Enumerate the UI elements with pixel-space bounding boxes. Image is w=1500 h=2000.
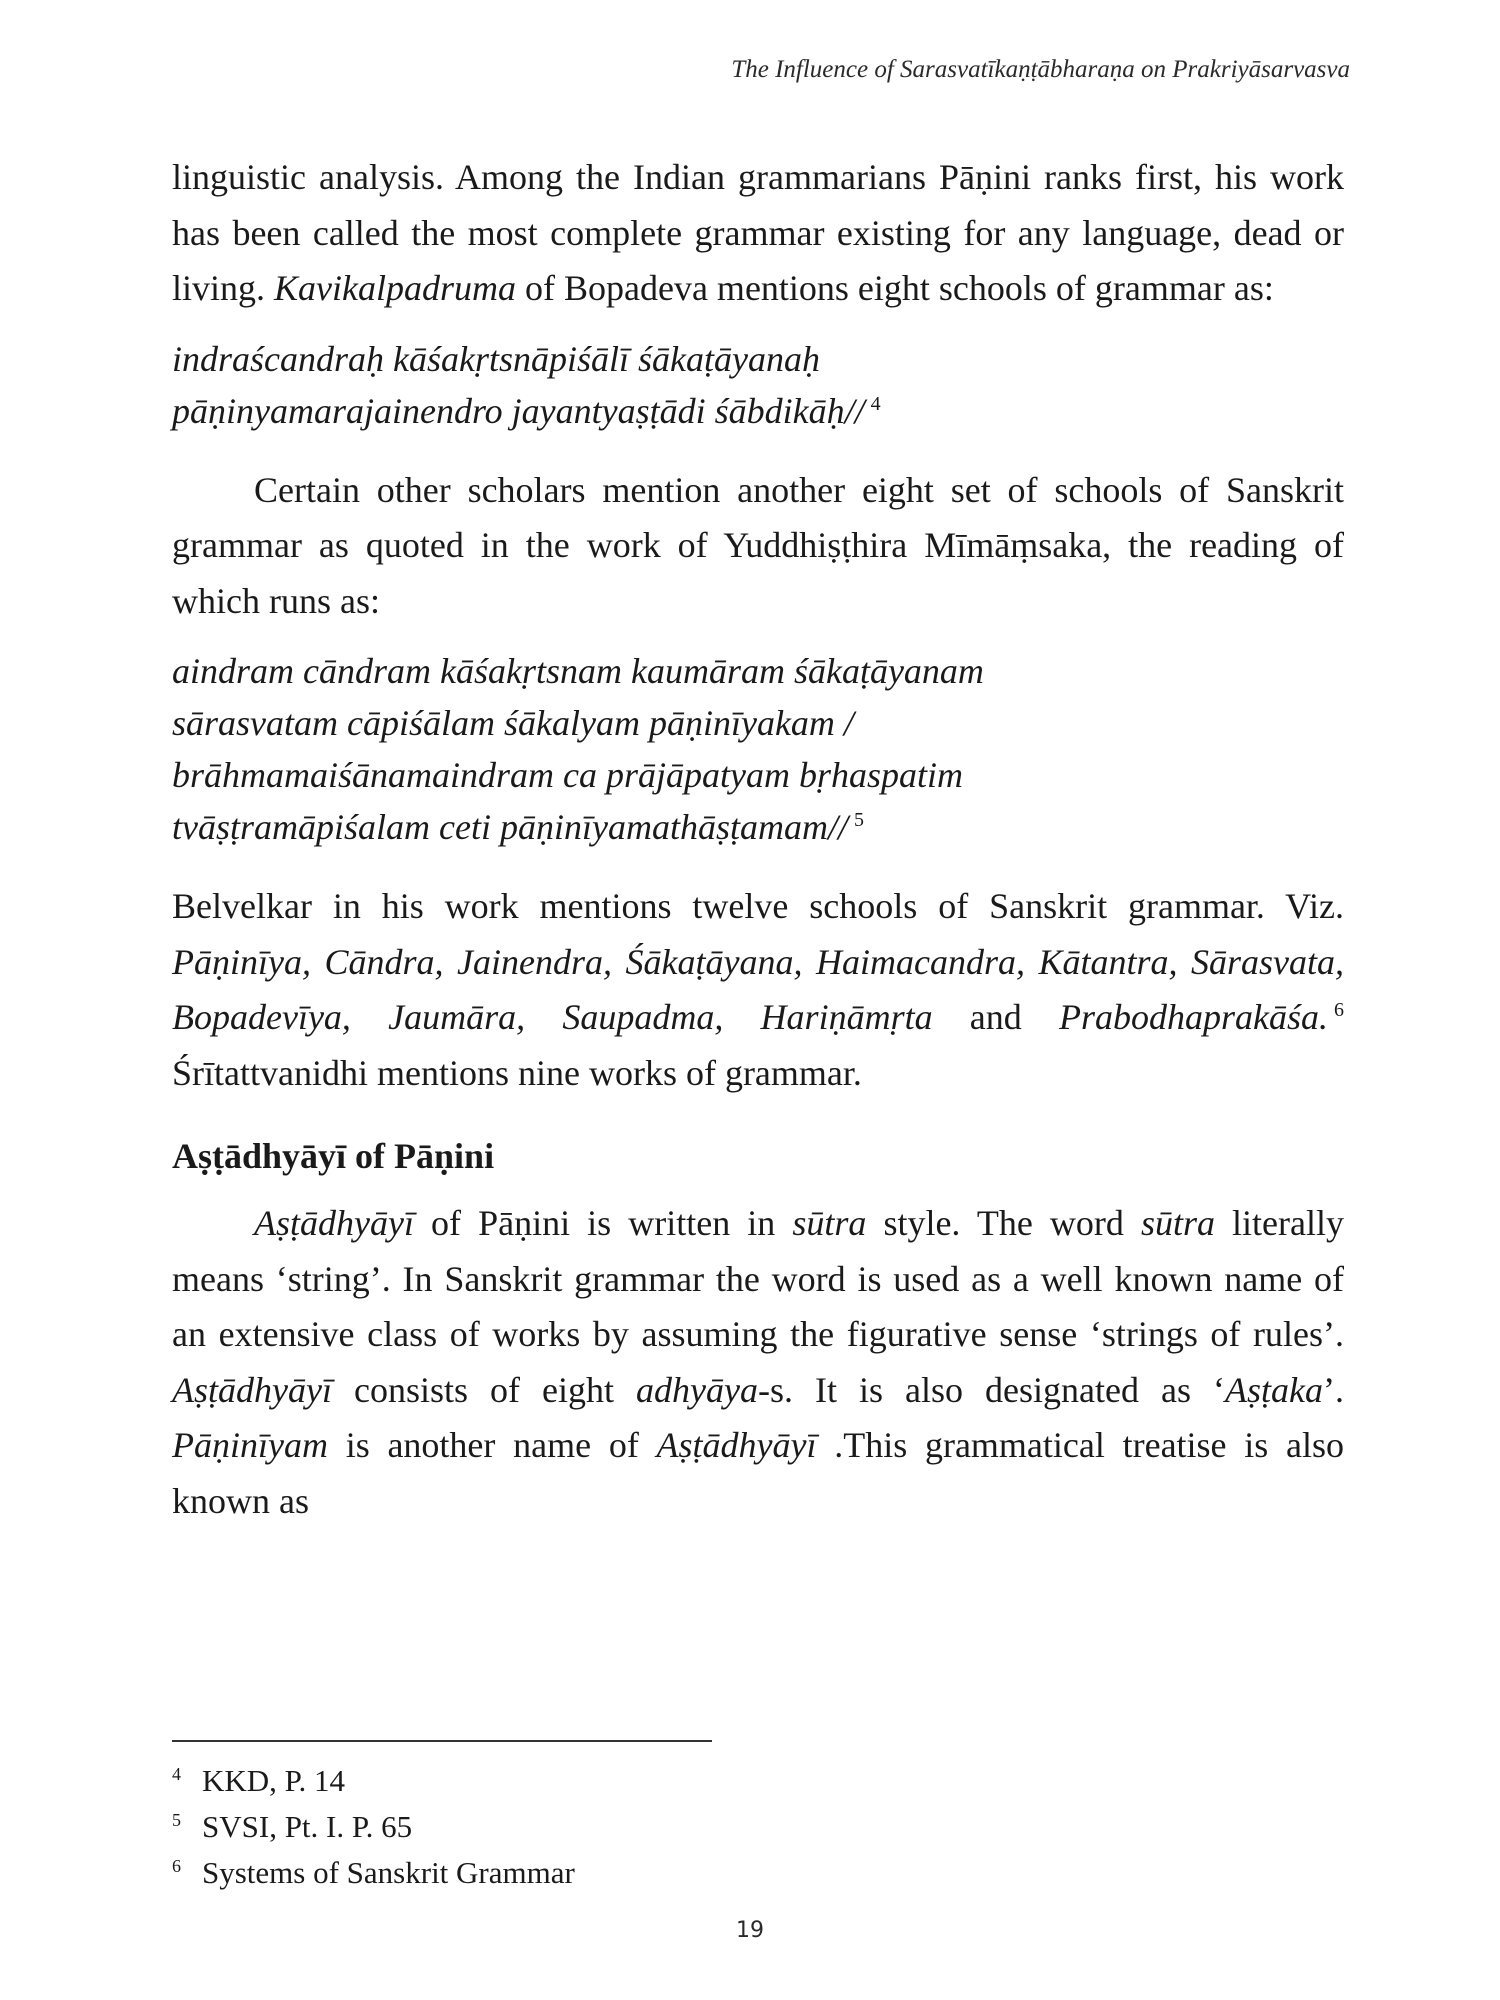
footnote-ref-4[interactable]: 4 (870, 392, 881, 415)
p4-t4: consists of eight (331, 1369, 637, 1410)
footnote-6: 6 Systems of Sanskrit Grammar (172, 1855, 575, 1890)
para1-text-a: linguistic analysis. Among the Indian grammarians Pāṇini ranks first, his work has been called the most complete grammar existing for any language, dead or living. (172, 157, 1344, 308)
p4-t7: is another name of (327, 1425, 657, 1465)
footnote-divider (172, 1740, 712, 1742)
p4-it2: sūtra (792, 1203, 867, 1243)
footnote-5: 5 SVSI, Pt. I. P. 65 (172, 1809, 413, 1844)
para1-italic-title: Kavikalpadruma (274, 268, 516, 308)
verse2-line4: tvāṣṭramāpiśalam ceti pāṇinīyamathāṣṭamam// (172, 807, 848, 847)
verse2-line1: aindram cāndram kāśakṛtsnam kaumāram śākaṭāyanam (172, 651, 984, 691)
p4-t2: style. The word (866, 1203, 1141, 1243)
paragraph-belvelkar (172, 879, 1344, 1101)
para3-italic-last: Prabodhaprakāśa. (1059, 997, 1329, 1037)
verse2-line3: brāhmamaiśānamaindram ca prājāpatyam bṛhaspatim (172, 755, 964, 795)
footnote-ref-6[interactable]: 6 (1334, 999, 1345, 1021)
p4-it8: Aṣṭādhyāyī (656, 1425, 817, 1465)
para3-italic-list: Pāṇinīya, Cāndra, Jainendra, Śākaṭāyana, Haimacandra, Kātantra, Sārasvata, Bopadevīya, Jaumāra, Saupadma, Hariṇāmṛta (172, 941, 1344, 1037)
paragraph-intro (172, 150, 1344, 317)
para1-text-b: of Bopadeva mentions eight schools of grammar as: (516, 268, 1274, 308)
footnotes (172, 1758, 575, 1896)
p4-it7: Pāṇinīyam (172, 1425, 328, 1465)
footnote-text: Systems of Sanskrit Grammar (202, 1855, 575, 1890)
p4-it6: Aṣṭaka (1225, 1369, 1324, 1410)
para3-text-a: Belvelkar in his work mentions twelve schools of Sanskrit grammar. Viz. (172, 886, 1344, 926)
p4-it1: Aṣṭādhyāyī (254, 1203, 414, 1243)
p4-it5: adhyāya (636, 1369, 758, 1410)
body-text (172, 150, 1344, 1545)
p4-t6: ’. (1323, 1369, 1345, 1410)
section-heading: Aṣṭādhyāyī of Pāṇini (172, 1136, 495, 1176)
para3-and: and (932, 997, 1060, 1037)
verse1-line2: pāṇinyamarajainendro jayantyaṣṭādi śābdikāḥ// (172, 390, 865, 431)
paragraph-other-scholars: Certain other scholars mention another eight set of schools of Sanskrit grammar as quoted in the work of Yuddhiṣṭhira Mīmāṃsaka, the reading of which runs as: (172, 469, 1344, 621)
p4-t5: -s. It is also designated as ‘ (758, 1369, 1226, 1410)
p4-t1: of Pāṇini is written in (413, 1203, 793, 1243)
verse2-line2: sārasvatam cāpiśālam śākalyam pāṇinīyakam / (172, 703, 854, 743)
footnote-text: SVSI, Pt. I. P. 65 (202, 1809, 413, 1844)
p4-t8: .This grammatical treatise is also known as (172, 1425, 1344, 1521)
verse-another-eight (172, 645, 1344, 853)
page-number: 19 (736, 1918, 764, 1943)
footnote-ref-5[interactable]: 5 (853, 809, 864, 831)
verse1-line1: indraścandraḥ kāśakṛtsnāpiśālī śākaṭāyanaḥ (172, 338, 820, 379)
verse-eight-schools (172, 333, 1344, 437)
p4-t3: literally means ‘string’. In Sanskrit grammar the word is used as a well known name of an extensive class of works by assuming the figurative sense ‘strings of rules’. (172, 1203, 1344, 1354)
para3-text-b: Śrītattvanidhi mentions nine works of grammar. (172, 1052, 862, 1093)
verse1-line2-wrap (172, 385, 1344, 437)
p4-it4: Aṣṭādhyāyī (172, 1369, 332, 1410)
footnote-4: 4 KKD, P. 14 (172, 1763, 345, 1798)
paragraph-astadhyayi (172, 1196, 1344, 1529)
verse2-line4-wrap (172, 801, 1344, 853)
running-header: The Influence of Sarasvatīkaṇṭābharaṇa on Prakriyāsarvasva (731, 56, 1350, 83)
p4-it3: sūtra (1140, 1203, 1215, 1243)
footnote-text: KKD, P. 14 (202, 1763, 345, 1798)
